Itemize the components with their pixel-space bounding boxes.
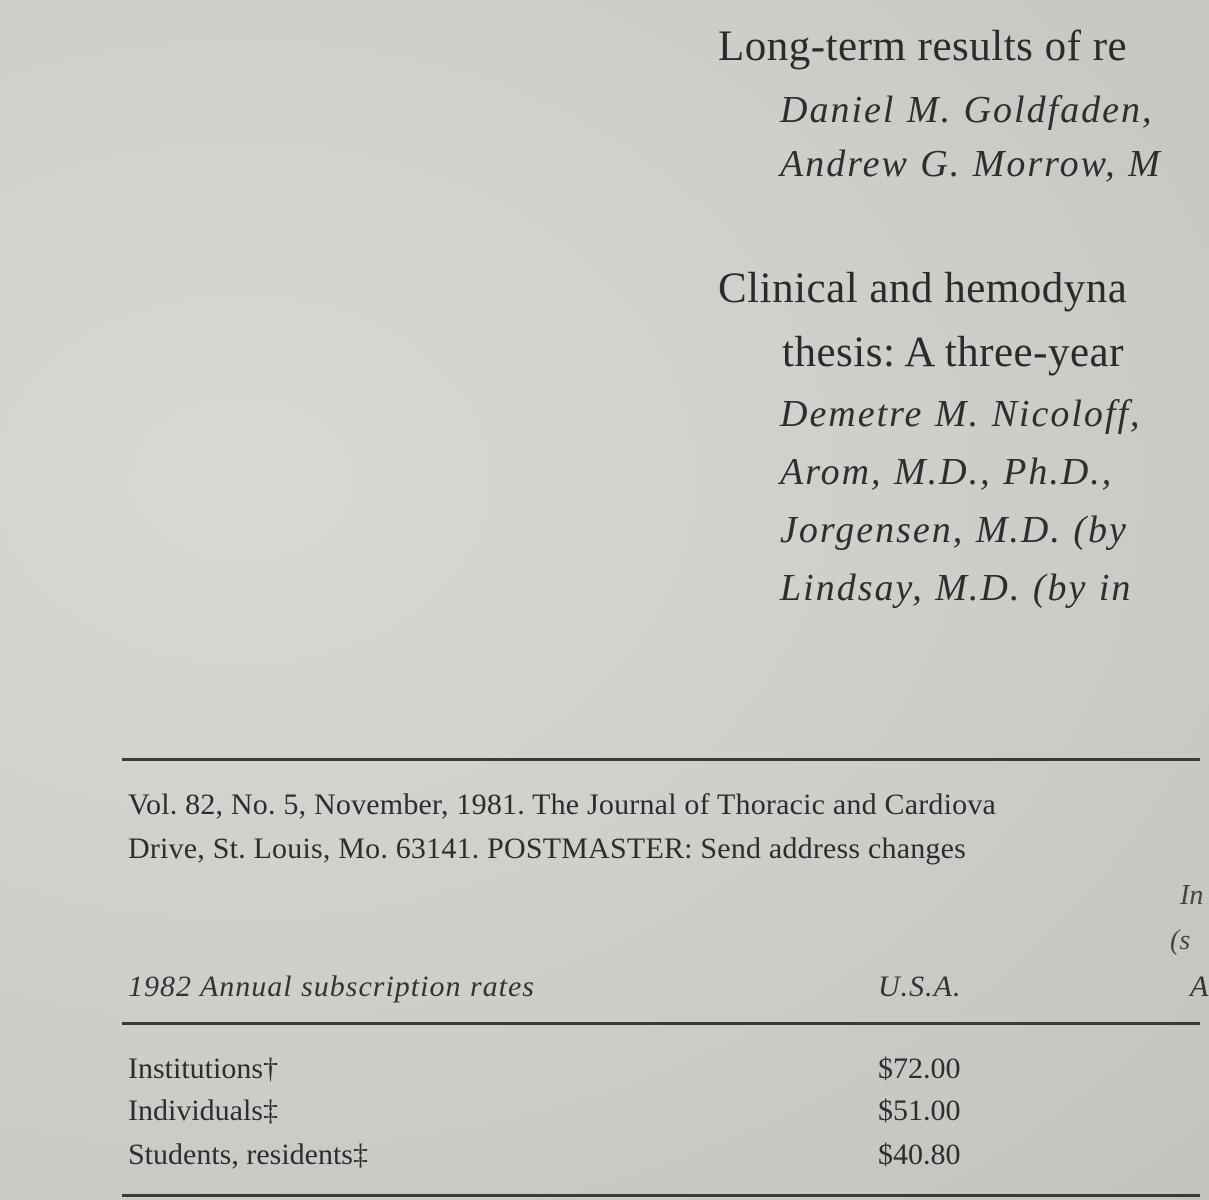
rates-column-usa: U.S.A. <box>878 970 962 1003</box>
imprint-line-1: Vol. 82, No. 5, November, 1981. The Journal of Thoracic and Cardiova <box>128 788 997 821</box>
article-1-authors-line-2: Andrew G. Morrow, M <box>780 143 1162 185</box>
rates-row-institutions-usa: $72.00 <box>878 1052 961 1085</box>
rates-row-students-usa: $40.80 <box>878 1138 961 1171</box>
rates-table-rule <box>122 1022 1200 1025</box>
article-2-authors-line-4: Lindsay, M.D. (by in <box>780 567 1133 609</box>
rates-table-caption: 1982 Annual subscription rates <box>128 970 535 1003</box>
imprint-top-rule <box>122 758 1200 761</box>
article-1-title: Long-term results of re <box>718 23 1128 70</box>
article-2-authors-line-1: Demetre M. Nicoloff, <box>780 393 1142 435</box>
rates-header-fragment-2: (s <box>1170 925 1191 956</box>
article-2-title-line-1: Clinical and hemodyna <box>718 265 1128 312</box>
rates-row-students-label: Students, residents‡ <box>128 1138 368 1171</box>
article-2-authors-line-3: Jorgensen, M.D. (by <box>780 509 1128 551</box>
rates-table-bottom-rule <box>122 1194 1200 1197</box>
article-2-authors-line-2: Arom, M.D., Ph.D., <box>780 451 1114 493</box>
imprint-line-2: Drive, St. Louis, Mo. 63141. POSTMASTER: Send address changes <box>128 832 967 865</box>
article-1-authors-line-1: Daniel M. Goldfaden, <box>780 89 1154 131</box>
rates-row-individuals-label: Individuals‡ <box>128 1094 278 1127</box>
rates-column-clipped: A <box>1190 970 1209 1003</box>
rates-header-fragment-1: In <box>1180 880 1204 911</box>
rates-row-individuals-usa: $51.00 <box>878 1094 961 1127</box>
article-2-title-line-2: thesis: A three-year <box>782 329 1124 376</box>
rates-row-institutions-label: Institutions† <box>128 1052 279 1085</box>
